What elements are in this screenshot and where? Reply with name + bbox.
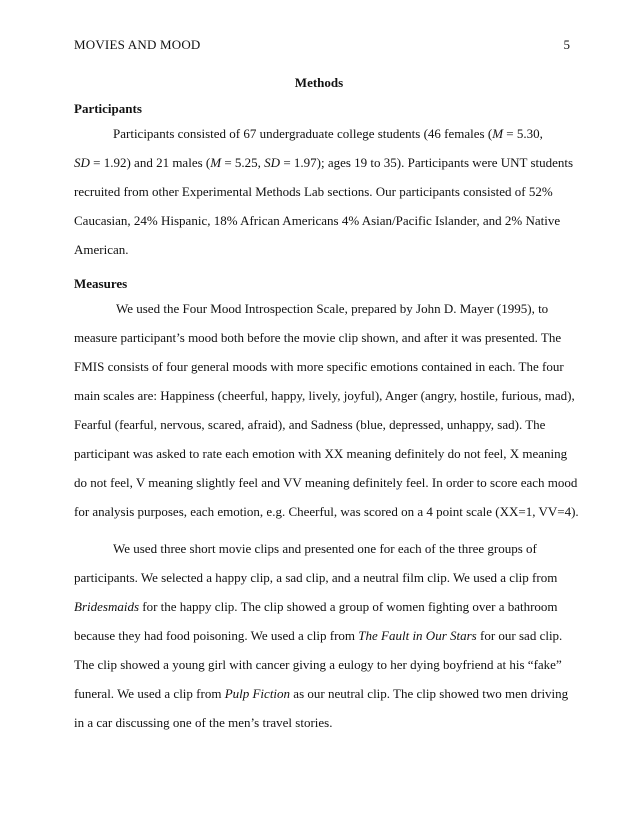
clips-line-6: funeral. We used a clip from Pulp Fiction as our neutral clip. The clip showed two men driving [74, 686, 569, 701]
clips-line-3: Bridesmaids for the happy clip. The clip showed a group of women fighting over a bathroom [74, 599, 558, 614]
clips-line-1: We used three short movie clips and presented one for each of the three groups of [113, 541, 537, 556]
movie-title-bridesmaids: Bridesmaids [74, 599, 139, 614]
clips-line-5: The clip showed a young girl with cancer giving a eulogy to her dying boyfriend at his “fake” [74, 657, 562, 672]
measures-line-6: participant was asked to rate each emotion with XX meaning definitely do not feel, X meaning [74, 446, 568, 461]
clips-line-2: participants. We selected a happy clip, a sad clip, and a neutral film clip. We used a clip from [74, 570, 558, 585]
section-title: Methods [294, 75, 344, 90]
participants-heading: Participants [74, 101, 142, 116]
measures-line-7: do not feel, V meaning slightly feel and VV meaning definitely feel. In order to score each mood [74, 475, 578, 490]
measures-line-5: Fearful (fearful, nervous, scared, afraid), and Sadness (blue, depressed, unhappy, sad). The [74, 417, 546, 432]
participants-line-1: Participants consisted of 67 undergraduate college students (46 females (M = 5.30, [113, 126, 543, 141]
clips-line-4: because they had food poisoning. We used a clip from The Fault in Our Stars for our sad clip. [74, 628, 563, 643]
movie-title-pulp-fiction: Pulp Fiction [224, 686, 291, 701]
participants-line-5: American. [74, 242, 129, 257]
measures-line-3: FMIS consists of four general moods with more specific emotions contained in each. The four [74, 359, 564, 374]
measures-line-4: main scales are: Happiness (cheerful, happy, lively, joyful), Anger (angry, hostile, furious, mad), [74, 388, 575, 403]
participants-line-3: recruited from other Experimental Methods Lab sections. Our participants consisted of 52% [74, 184, 553, 199]
page-number: 5 [563, 37, 570, 52]
participants-line-2: SD = 1.92) and 21 males (M = 5.25, SD = 1.97); ages 19 to 35). Participants were UNT students [74, 155, 574, 170]
movie-title-fault-in-our-stars: The Fault in Our Stars [358, 628, 477, 643]
measures-heading: Measures [74, 276, 128, 291]
running-head: MOVIES AND MOOD [74, 37, 201, 52]
measures-line-1: We used the Four Mood Introspection Scale, prepared by John D. Mayer (1995), to [116, 301, 549, 316]
measures-line-8: for analysis purposes, each emotion, e.g. Cheerful, was scored on a 4 point scale (XX=1, VV=4). [74, 504, 579, 519]
measures-line-2: measure participant’s mood both before the movie clip shown, and after it was presented. The [74, 330, 562, 345]
clips-line-7: in a car discussing one of the men’s travel stories. [74, 715, 333, 730]
participants-line-4: Caucasian, 24% Hispanic, 18% African Americans 4% Asian/Pacific Islander, and 2% Native [74, 213, 561, 228]
